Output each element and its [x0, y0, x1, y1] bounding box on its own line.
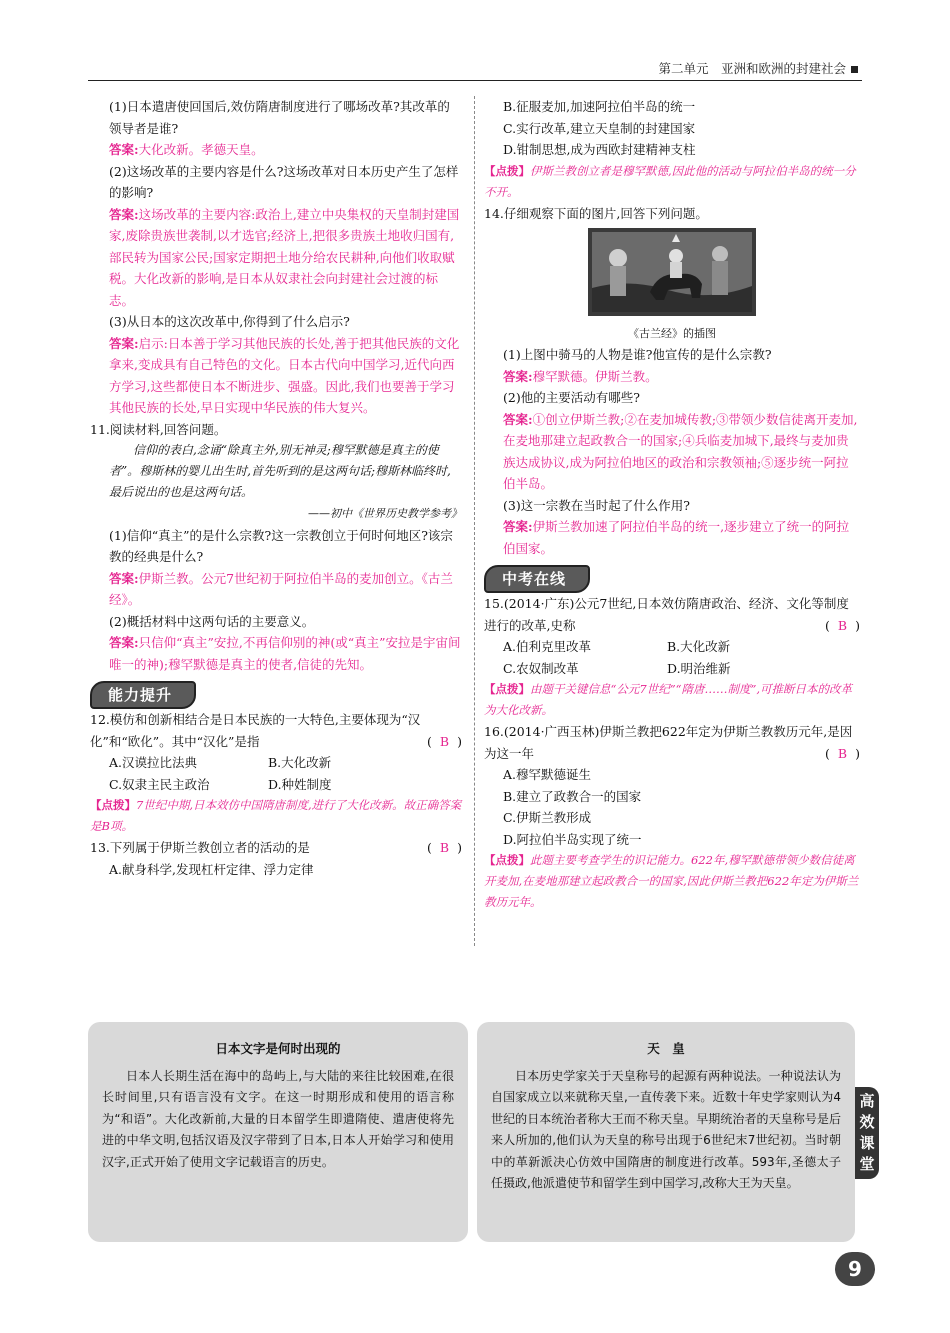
side-tab-label: 高效课堂 [855, 1087, 879, 1179]
options-row [484, 636, 860, 658]
question-10-part-1: (1)日本遣唐使回国后,效仿隋唐制度进行了哪场改革?其改革的领导者是谁? [109, 99, 450, 136]
page-number: 9 [835, 1252, 875, 1286]
question-13-stem: 13.下列属于伊斯兰教创立者的活动的是 [90, 840, 310, 855]
answer-14-3: 答案:伊斯兰教加速了阿拉伯半岛的统一,逐步建立了统一的阿拉伯国家。 [503, 519, 850, 556]
column-divider [474, 96, 475, 946]
option: C.奴隶主民主政治 [109, 776, 210, 792]
left-column [90, 96, 462, 880]
answer-10-2: 答案:这场改革的主要内容:政治上,建立中央集权的天皇制封建国家,废除贵族世袭制,以才选官;经济上,把很多贵族土地收归国有,部民转为国家公民;国家定期把土地分给农民耕种,向他们收取赋税。大化改新的影响,是日本从奴隶社会向封建社会过渡的标志。 [109, 206, 460, 308]
options-row [90, 774, 462, 796]
question-11-part-2: (2)概括材料中这两句话的主要意义。 [109, 613, 315, 629]
question-16-answer-row [484, 743, 860, 765]
question-16-stem: 16.(2014·广西玉林)伊斯兰教把622年定为伊斯兰教教历元年,是因为这一年 [484, 724, 853, 761]
option: B.征服麦加,加速阿拉伯半岛的统一 [503, 99, 696, 114]
box-title: 天 皇 [647, 1041, 685, 1056]
box-body: 日本人长期生活在海中的岛屿上,与大陆的来往比较困难,在很长时间里,只有语言没有文字。在这一时期形成和使用的语言称为“和语”。大化改新前,大量的日本留学生即遣隋使、遣唐使将先进的中华文明,包括汉语及汉字带到了日本,日本人开始学习和使用汉字,正式开始了使用文字记载语言的历史。 [102, 1068, 454, 1169]
section-banner-exam: 中考在线 [484, 565, 590, 591]
right-column [484, 96, 860, 913]
option: C.伊斯兰教形成 [503, 810, 592, 825]
option: C.农奴制改革 [503, 660, 579, 676]
answer-paren: ( B ) [825, 617, 860, 633]
box-title: 日本文字是何时出现的 [215, 1041, 341, 1056]
reading-box-japanese-writing [88, 1022, 468, 1242]
question-11-stem: 11.阅读材料,回答问题。 [90, 421, 227, 437]
answer-11-2: 答案:只信仰“真主”安拉,不再信仰别的神(或“真主”安拉是宇宙间唯一的神);穆罕默德是真主的使者,信徒的先知。 [109, 635, 461, 672]
option: C.实行改革,建立天皇制的封建国家 [503, 120, 696, 136]
option: A.献身科学,发现杠杆定律、浮力定律 [109, 861, 314, 877]
option: A.伯利克里改革 [503, 639, 592, 654]
answer-paren: ( B ) [427, 840, 462, 855]
options-row [484, 658, 860, 680]
option: B.建立了政教合一的国家 [503, 788, 642, 804]
option: D.种姓制度 [268, 776, 332, 792]
question-14-part-2: (2)他的主要活动有哪些? [503, 390, 640, 405]
question-13 [90, 837, 462, 859]
tip-15: 【点拨】由题干关键信息“公元7世纪”“隋唐……制度”,可推断日本的改革为大化改新。 [484, 682, 852, 717]
section-banner-ability: 能力提升 [90, 681, 196, 707]
question-10-part-2: (2)这场改革的主要内容是什么?这场改革对日本历史产生了怎样的影响? [109, 163, 459, 200]
header-rule [88, 80, 862, 81]
quote-source: ——初中《世界历史教学参考》 [308, 507, 462, 520]
question-14-stem: 14.仔细观察下面的图片,回答下列问题。 [484, 205, 708, 221]
figure-caption: 《古兰经》的插图 [628, 326, 716, 340]
answer-10-3: 答案:启示:日本善于学习其他民族的长处,善于把其他民族的文化拿来,变成具有自己特色的文化。日本古代向中国学习,近代向西方学习,这些都使日本不断进步、强盛。因此,我们也要善于学习其他民族的长处,早日实现中华民族的伟大复兴。 [109, 335, 460, 415]
quran-illustration [484, 228, 860, 323]
header-square-icon [851, 66, 858, 73]
tip-13: 【点拨】伊斯兰教创立者是穆罕默德,因此他的活动与阿拉伯半岛的统一分不开。 [484, 163, 856, 199]
box-body: 日本历史学家关于天皇称号的起源有两种说法。一种说法认为自国家成立以来就称天皇,一直传袭下来。近数十年史学家则认为4世纪的日本统治者称大王而不称天皇。早期统治者的天皇称号是后来人所加的,他们认为天皇的称号出现于6世纪末7世纪初。当时朝中的革新派决心仿效中国隋唐的制度进行改革。593年,圣德太子任摄政,他派遣使节和留学生到中国学习,改称大王为天皇。 [491, 1068, 841, 1190]
tip-16: 【点拨】此题主要考查学生的识记能力。622年,穆罕默德带领少数信徒离开麦加,在麦地那建立起政教合一的国家,因此伊斯兰教把622年定为伊斯兰教历元年。 [484, 853, 859, 909]
question-15-stem: 15.(2014·广东)公元7世纪,日本效仿隋唐政治、经济、文化等制度进行的改革,史称 [484, 596, 849, 633]
question-12-stem: 12.模仿和创新相结合是日本民族的一大特色,主要体现为“汉化”和“欧化”。其中“汉化”是指 [90, 712, 421, 749]
option: B.大化改新 [268, 755, 332, 770]
question-14-part-3: (3)这一宗教在当时起了什么作用? [503, 497, 690, 513]
option: A.汉谟拉比法典 [109, 755, 198, 770]
option: D.明治维新 [667, 660, 731, 676]
answer-paren: ( B ) [427, 733, 462, 749]
reading-box-emperor [477, 1022, 855, 1242]
question-11-part-1: (1)信仰“真主”的是什么宗教?这一宗教创立于何时何地区?该宗教的经典是什么? [109, 527, 453, 564]
option: A.穆罕默德诞生 [503, 767, 592, 782]
answer-14-1: 答案:穆罕默德。伊斯兰教。 [503, 368, 658, 384]
question-14-part-1: (1)上图中骑马的人物是谁?他宣传的是什么宗教? [503, 347, 772, 362]
question-10-part-3: (3)从日本的这次改革中,你得到了什么启示? [109, 314, 350, 329]
answer-paren: ( B ) [825, 745, 860, 761]
options-row [90, 752, 462, 774]
answer-14-2: 答案:①创立伊斯兰教;②在麦加城传教;③带领少数信徒离开麦加,在麦地那建立起政教合一的国家;④兵临麦加城下,最终与麦加贵族达成协议,成为阿拉伯地区的政治和宗教领袖;⑤逐步统一阿拉伯半岛。 [503, 411, 858, 491]
tip-12: 【点拨】7世纪中期,日本效仿中国隋唐制度,进行了大化改新。故正确答案是B项。 [90, 798, 462, 833]
question-12 [90, 709, 462, 752]
option: D.钳制思想,成为西欧封建精神支柱 [503, 142, 696, 157]
illustration-image [588, 228, 756, 316]
answer-11-1: 答案:伊斯兰教。公元7世纪初于阿拉伯半岛的麦加创立。《古兰经》。 [109, 570, 453, 607]
material-quote: 信仰的表白,念诵“除真主外,别无神灵;穆罕默德是真主的使者”。穆斯林的婴儿出生时,首先听到的是这两句话;穆斯林临终时,最后说出的也是这两句话。 [109, 443, 451, 499]
running-header: 第二单元 亚洲和欧洲的封建社会 [658, 58, 858, 80]
option: B.大化改新 [667, 639, 731, 654]
answer-10-1: 答案:大化改新。孝德天皇。 [109, 142, 264, 157]
option: D.阿拉伯半岛实现了统一 [503, 831, 642, 847]
